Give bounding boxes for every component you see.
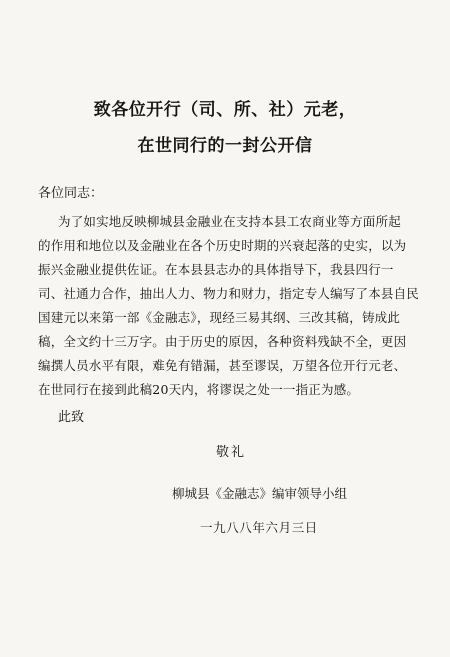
letter-date: 一九八八年六月三日 (200, 520, 318, 535)
salutation: 各位同志： (38, 186, 104, 201)
body-line-3: 振兴金融业提供佐证。在本县县志办的具体指导下，我县四行一 (38, 262, 394, 277)
regards: 敬礼 (216, 445, 247, 460)
body-line-8: 在世同行在接到此稿20天内，将谬误之处一一指正为感。 (38, 382, 360, 397)
body-line-7: 编撰人员水平有限，难免有错漏，甚至谬误，万望各位开行元老、 (38, 358, 407, 373)
letter-title-line-1: 致各位开行（司、所、社）元老， (93, 100, 357, 120)
signature: 柳城县《金融志》编审领导小组 (172, 486, 348, 501)
closing: 此致 (58, 410, 85, 425)
body-line-5: 国建元以来第一部《金融志》，现经三易其纲、三改其稿，铸成此 (38, 310, 401, 325)
letter-title-line-2: 在世同行的一封公开信 (137, 136, 313, 156)
body-line-6: 稿，全文约十三万字。由于历史的原因，各种资料残缺不全，更因 (38, 334, 407, 349)
body-line-2: 的作用和地位以及金融业在各个历史时期的兴衰起落的史实，以为 (38, 238, 407, 253)
body-line-4: 司、社通力合作，抽出人力、物力和财力，指定专人编写了本县自民 (38, 286, 420, 301)
body-line-1: 为了如实地反映柳城县金融业在支持本县工农商业等方面所起 (58, 214, 401, 229)
